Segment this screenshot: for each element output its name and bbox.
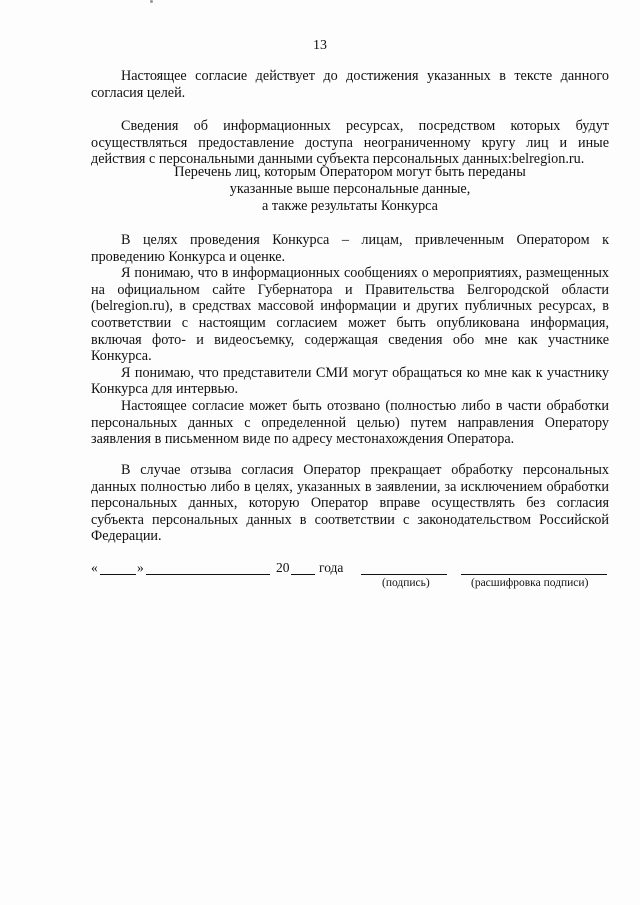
section-heading [91,164,609,215]
paragraph-text: Настоящее согласие действует до достижения указанных в тексте данного согласия целей. [91,68,609,101]
paragraph-validity [91,68,609,101]
day-line [100,560,136,575]
year-suffix: года [319,560,344,575]
decoding-caption: (расшифровка подписи) [471,577,589,589]
paragraph-group-persons [91,232,609,448]
heading-line-2: указанные выше персональные данные, [229,181,471,197]
paragraph-text: В случае отзыва согласия Оператор прекращает обработку персональных данных полностью либо в целях, указанных в заявлении, за исключением обработки персональных данных, которую Оператор вправе осуществлять без согласия субъекта персональных данных в соответствии с законодательством Российской Федерации. [91,462,609,545]
month-line [146,560,270,575]
year-line [291,560,315,575]
page-number: 13 [313,38,327,53]
scan-mark [150,0,153,3]
decoding-line [461,560,607,575]
paragraph-text: Сведения об информационных ресурсах, посредством которых будут осуществляться предоставление доступа неограниченному кругу лиц и иные действия с персональными данными субъекта персональных данных:belregion.ru. [91,118,609,168]
paragraph-resources [91,118,609,168]
signature-row [91,560,611,600]
paragraph-text: Настоящее согласие может быть отозвано (полностью либо в части обработки персональных данных с определенной целью) путем направления Оператору заявления в письменном виде по адресу местонахождения Оператора. [91,397,609,448]
signature-line [361,560,447,575]
paragraph-text: Я понимаю, что представители СМИ могут обращаться ко мне как к участнику Конкурса для интервью. [91,364,609,398]
paragraph-withdrawal [91,462,609,545]
quote-open: « [91,560,98,575]
heading-line-1: Перечень лиц, которым Оператором могут быть переданы [174,164,526,180]
year-prefix: 20 [276,560,290,575]
heading-line-3: а также результаты Конкурса [262,198,438,214]
signature-caption: (подпись) [382,577,430,589]
quote-close: » [137,560,144,575]
paragraph-text: В целях проведения Конкурса – лицам, привлеченным Оператором к проведению Конкурса и оценке. [91,232,609,265]
paragraph-text: Я понимаю, что в информационных сообщениях о мероприятиях, размещенных на официальном сайте Губернатора и Правительства Белгородской области (belregion.ru), в средствах массовой информации и других публичных ресурсах, в соответствии с настоящим согласием может быть опубликована информация, включая фото- и видеосъемку, содержащая сведения обо мне как участнике Конкурса. [91,265,609,365]
